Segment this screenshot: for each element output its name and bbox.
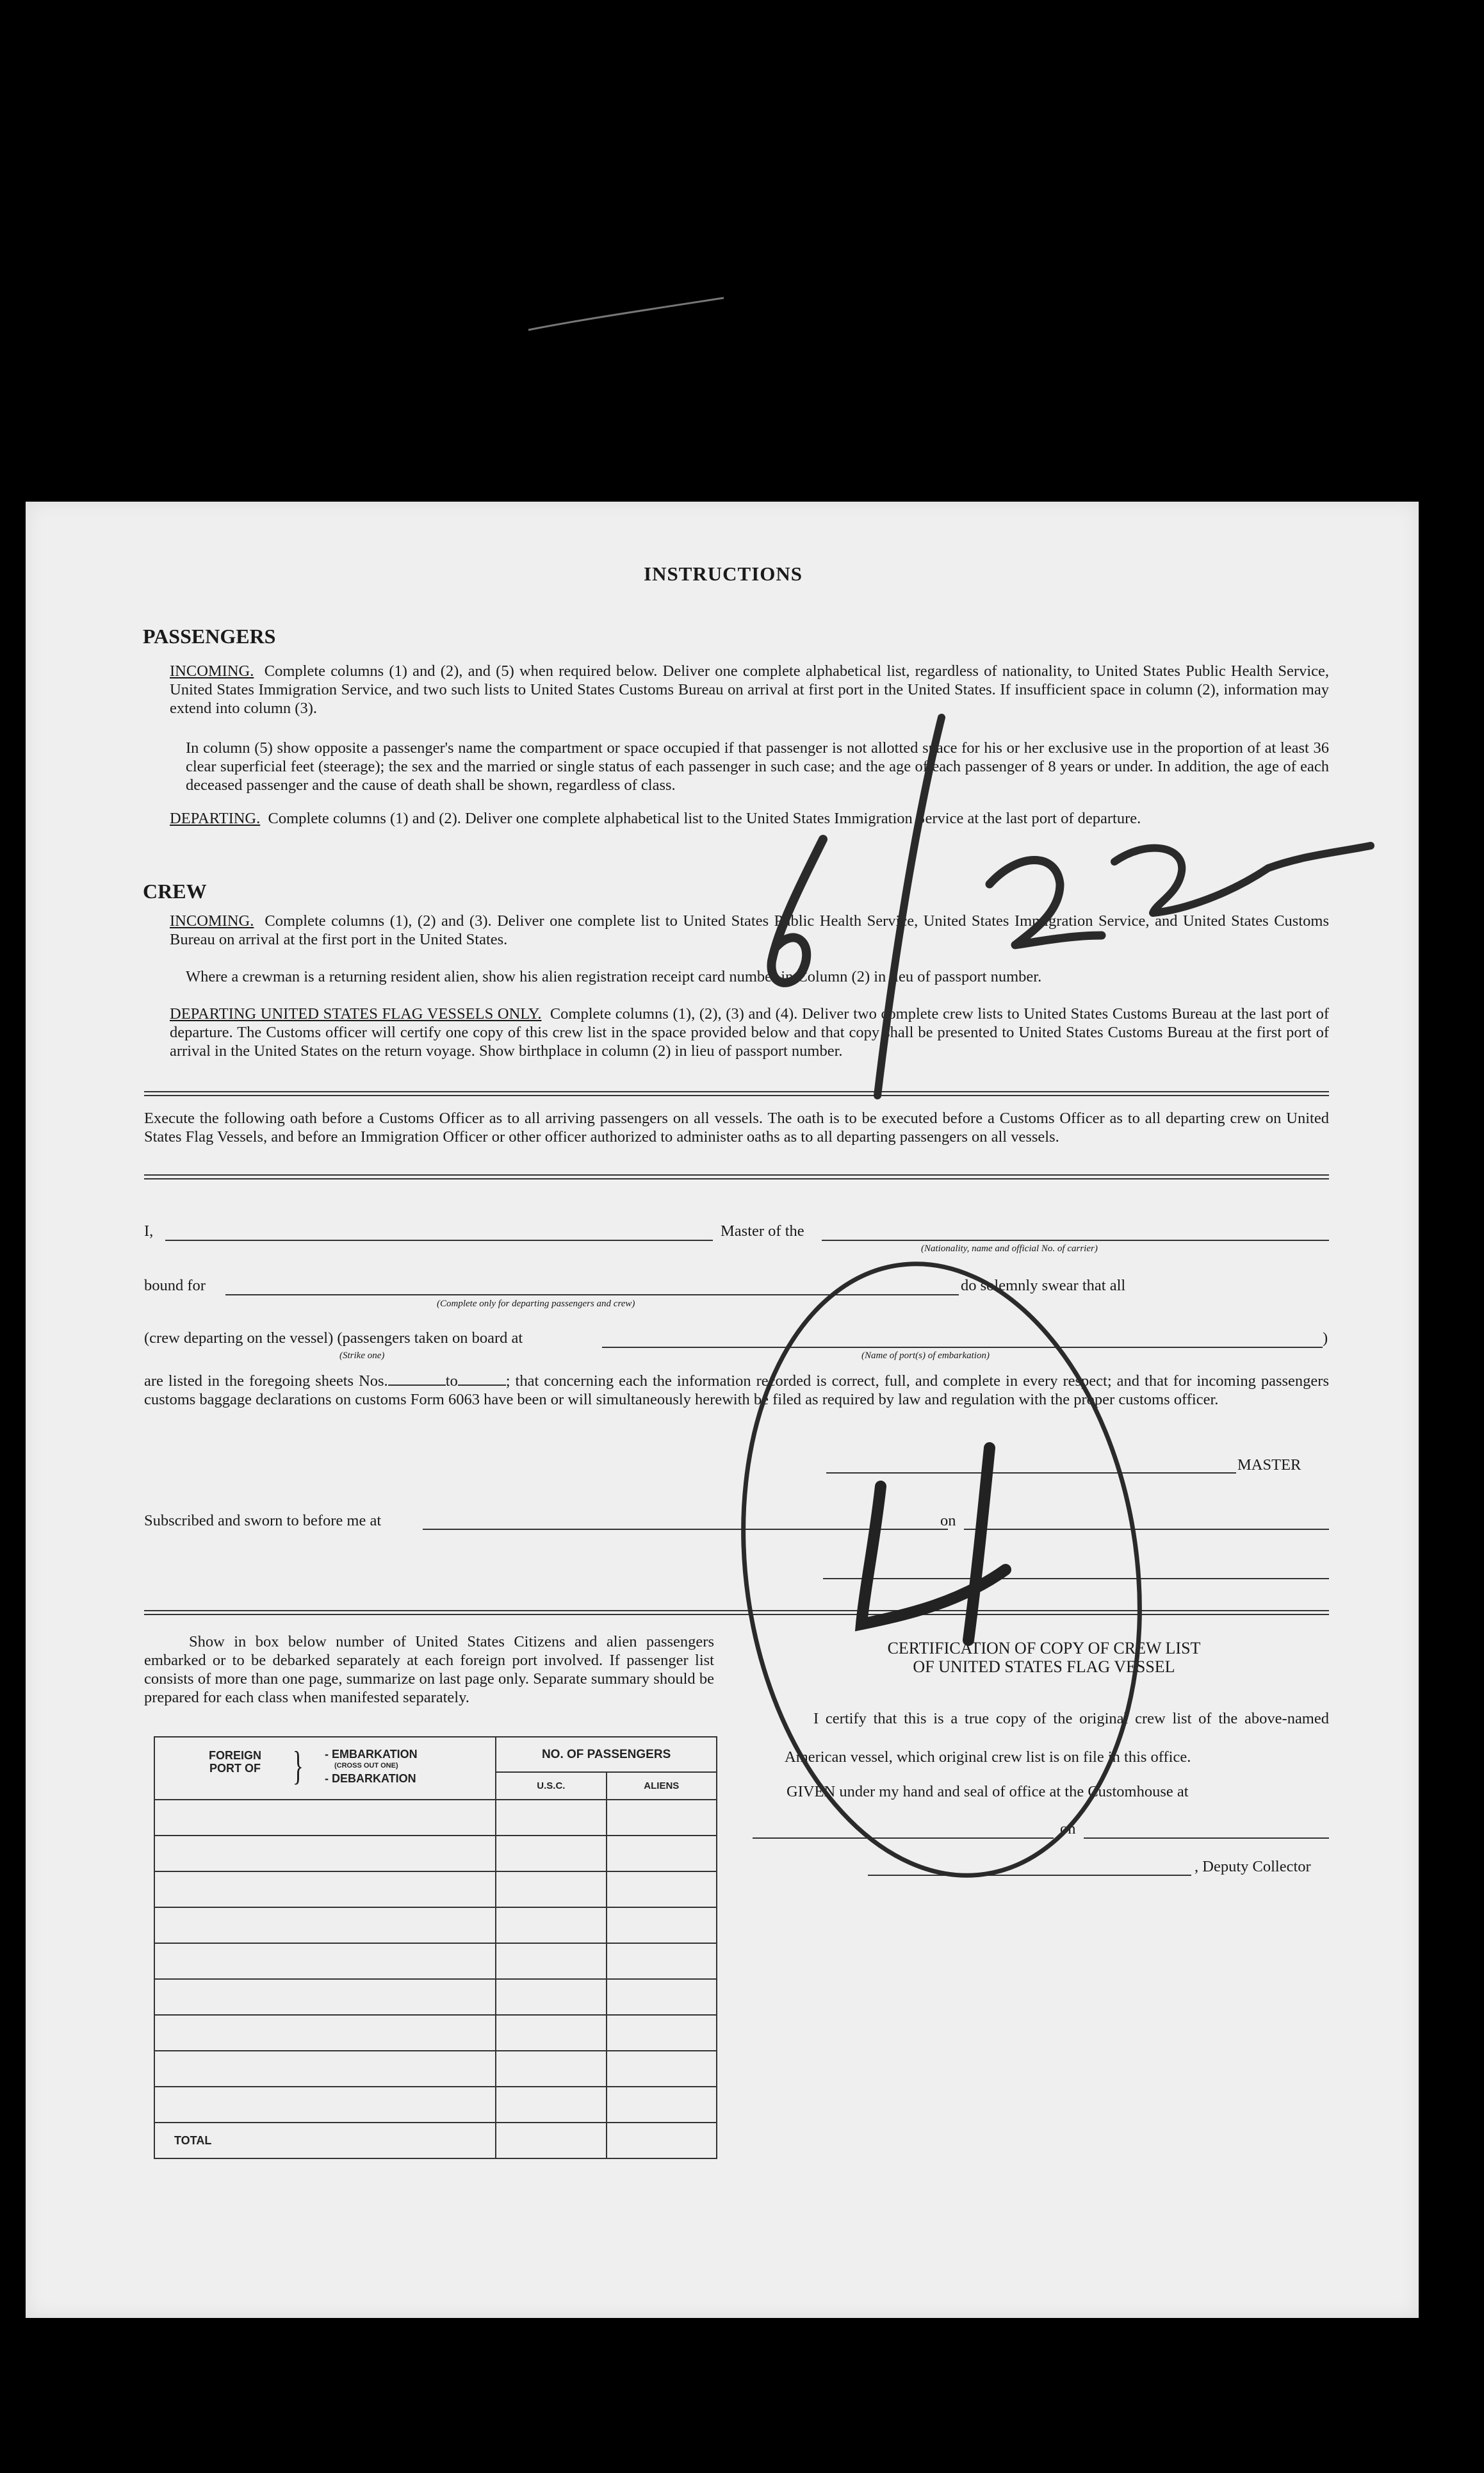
port-header-cell <box>154 1737 496 1800</box>
aliens-cell[interactable] <box>607 1800 717 1836</box>
deputy-collector-label: , Deputy Collector <box>1195 1858 1311 1875</box>
sheets-from-field[interactable] <box>388 1384 446 1386</box>
usc-cell[interactable] <box>496 1836 606 1871</box>
port-cell[interactable] <box>154 1836 496 1871</box>
table-row <box>154 1871 717 1907</box>
aliens-cell[interactable] <box>607 2087 717 2123</box>
deputy-signature-field[interactable] <box>868 1875 1191 1876</box>
aliens-total-cell[interactable] <box>607 2123 717 2158</box>
certification-date-field[interactable] <box>1084 1837 1329 1839</box>
section-divider <box>144 1091 1329 1096</box>
crew-departing-text: Complete columns (1), (2), (3) and (4). Deliver two complete crew lists to United States Customs Bureau at the last port of departure. The Customs officer will certify one copy of this crew list in the space provided below and that copy shall be presented to United States Customs Bureau at the first port of arrival in the United States on the return voyage. Show birthplace in column (2) in lieu of passport number. <box>170 1005 1329 1060</box>
oath-intro-paragraph: Execute the following oath before a Customs Officer as to all arriving passengers on all vessels. The oath is to be executed before a Customs Officer as to all departing crew on United States Flag Vessels, and before an Immigration Officer or other officer authorized to administer oaths as to all departing passengers on all vessels. <box>144 1110 1329 1146</box>
subscribed-date-field[interactable] <box>964 1529 1329 1530</box>
crew-departing-paragraph <box>170 1005 1329 1060</box>
page-title: INSTRUCTIONS <box>644 563 803 585</box>
swear-label: do solemnly swear that all <box>961 1277 1126 1294</box>
sheets-rest-text: ; that concerning each the information recorded is correct, full, and complete in every respect; and that for incoming passengers customs baggage declarations on customs Form 6063 have been or will simultaneously herewith be filed as required by law and regulation with the proper customs officer. <box>144 1372 1329 1408</box>
usc-total-cell[interactable] <box>496 2123 606 2158</box>
foreign-port-header: FOREIGN PORT OF <box>208 1749 261 1775</box>
crew-passengers-label: (crew departing on the vessel) (passengers taken on board at <box>144 1329 523 1347</box>
aliens-cell[interactable] <box>607 1907 717 1943</box>
total-label: TOTAL <box>174 2133 212 2147</box>
passengers-heading: PASSENGERS <box>143 625 276 648</box>
section-divider <box>144 1174 1329 1179</box>
crew-alien-paragraph: Where a crewman is a returning resident alien, show his alien registration receipt card number in Column (2) in lieu of passport number. <box>186 968 1042 985</box>
table-row <box>154 2087 717 2123</box>
debarkation-header: - DEBARKATION <box>325 1772 416 1785</box>
passengers-column5-paragraph: In column (5) show opposite a passenger's name the compartment or space occupied if that passenger is not allotted space for his or her exclusive use in the proportion of at least 36 clear superficial feet (steerage); the sex and the married or single status of each passenger in such case; and the age of each passenger of 8 years or under. In addition, the age of each deceased passenger and the cause of death shall be shown, regardless of class. <box>186 739 1329 794</box>
passengers-incoming-label: INCOMING. <box>170 662 254 680</box>
master-name-field[interactable] <box>165 1240 713 1241</box>
table-row <box>154 1943 717 1979</box>
table-row <box>154 1836 717 1871</box>
port-cell[interactable] <box>154 1979 496 2015</box>
master-of-caption: (Nationality, name and official No. of carrier) <box>921 1244 1098 1254</box>
aliens-cell[interactable] <box>607 1871 717 1907</box>
passengers-incoming-text: Complete columns (1) and (2), and (5) when required below. Deliver one complete alphabetical list, regardless of nationality, to United States Public Health Service, United States Immigration Service, and two such lists to United States Customs Bureau on arrival at first port in the United States. If insufficient space in column (2), information may extend into column (3). <box>170 662 1330 717</box>
passengers-departing-label: DEPARTING. <box>170 810 261 827</box>
passengers-incoming-paragraph <box>170 662 1329 718</box>
oath-i-label: I, <box>144 1222 154 1240</box>
usc-cell[interactable] <box>496 1871 606 1907</box>
usc-cell[interactable] <box>496 2015 606 2051</box>
close-paren: ) <box>1323 1329 1328 1347</box>
master-of-label: Master of the <box>721 1222 804 1240</box>
crew-heading: CREW <box>143 880 207 903</box>
aliens-header: ALIENS <box>644 1780 680 1791</box>
sheets-label: are listed in the foregoing sheets Nos. <box>144 1372 388 1390</box>
bound-for-label: bound for <box>144 1277 206 1294</box>
table-row <box>154 1800 717 1836</box>
table-row <box>154 2015 717 2051</box>
cross-out-note: (CROSS OUT ONE) <box>334 1762 398 1770</box>
certification-title-line1: CERTIFICATION OF COPY OF CREW LIST <box>887 1639 1201 1657</box>
usc-cell[interactable] <box>496 1943 606 1979</box>
total-label-cell <box>154 2123 496 2158</box>
port-cell[interactable] <box>154 1943 496 1979</box>
aliens-header-cell <box>607 1772 717 1800</box>
usc-cell[interactable] <box>496 1907 606 1943</box>
port-cell[interactable] <box>154 2087 496 2123</box>
certification-title <box>756 1639 1332 1676</box>
sheets-paragraph <box>144 1372 1329 1409</box>
brace-glyph: } <box>292 1743 304 1788</box>
aliens-cell[interactable] <box>607 1836 717 1871</box>
section-divider <box>144 1610 1329 1615</box>
officer-signature-field[interactable] <box>823 1578 1329 1579</box>
port-cell[interactable] <box>154 1800 496 1836</box>
aliens-cell[interactable] <box>607 2051 717 2087</box>
subscribed-on-label: on <box>940 1512 956 1529</box>
bound-for-field[interactable] <box>225 1294 959 1295</box>
table-row <box>154 1979 717 2015</box>
table-row <box>154 2051 717 2087</box>
sheets-to-label: to <box>445 1372 458 1390</box>
table-row <box>154 1907 717 1943</box>
port-cell[interactable] <box>154 2015 496 2051</box>
subscribed-label: Subscribed and sworn to before me at <box>144 1512 382 1529</box>
bound-for-caption: (Complete only for departing passengers and crew) <box>437 1299 635 1309</box>
certify-paragraph: I certify that this is a true copy of the original crew list of the above-named American vessel, which original crew list is on file in this office. <box>785 1710 1329 1766</box>
aliens-cell[interactable] <box>607 1943 717 1979</box>
crew-incoming-paragraph <box>170 912 1329 949</box>
port-cell[interactable] <box>154 2051 496 2087</box>
summary-instructions: Show in box below number of United States Citizens and alien passengers embarked or to be debarked separately at each foreign port involved. If passenger list consists of more than one page, summarize on last page only. Separate summary should be prepared for each class when manifested separately. <box>144 1633 714 1706</box>
certification-title-line2: OF UNITED STATES FLAG VESSEL <box>913 1657 1175 1676</box>
passenger-count-header-cell <box>496 1737 717 1772</box>
embarkation-port-field[interactable] <box>602 1347 1323 1348</box>
usc-header-cell <box>496 1772 606 1800</box>
usc-cell[interactable] <box>496 2087 606 2123</box>
usc-cell[interactable] <box>496 1800 606 1836</box>
usc-cell[interactable] <box>496 1979 606 2015</box>
passengers-departing-paragraph <box>170 809 1329 828</box>
strike-one-caption: (Strike one) <box>339 1351 385 1361</box>
vessel-name-field[interactable] <box>822 1240 1329 1241</box>
document-page <box>26 502 1419 2318</box>
aliens-cell[interactable] <box>607 2015 717 2051</box>
master-signature-field[interactable] <box>826 1472 1236 1474</box>
port-cell[interactable] <box>154 1871 496 1907</box>
usc-cell[interactable] <box>496 2051 606 2087</box>
embarkation-header: - EMBARKATION <box>325 1748 418 1761</box>
passenger-summary-table <box>154 1736 717 2159</box>
customhouse-place-field[interactable] <box>753 1837 1054 1839</box>
embarkation-port-caption: (Name of port(s) of embarkation) <box>861 1351 990 1361</box>
subscribed-place-field[interactable] <box>423 1529 948 1530</box>
sheets-to-field[interactable] <box>458 1384 506 1386</box>
total-row <box>154 2123 717 2158</box>
crew-incoming-label: INCOMING. <box>170 912 254 930</box>
usc-header: U.S.C. <box>537 1780 566 1791</box>
port-cell[interactable] <box>154 1907 496 1943</box>
passengers-departing-text: Complete columns (1) and (2). Deliver one complete alphabetical list to the United States Immigration Service at the last port of departure. <box>268 810 1141 827</box>
film-scratch-mark <box>525 292 730 336</box>
certification-on-label: on <box>1060 1820 1076 1837</box>
crew-departing-label: DEPARTING UNITED STATES FLAG VESSELS ONLY. <box>170 1005 542 1023</box>
master-signature-label: MASTER <box>1237 1456 1301 1474</box>
no-of-passengers-header: NO. OF PASSENGERS <box>541 1747 671 1761</box>
crew-incoming-text: Complete columns (1), (2) and (3). Deliver one complete list to United States Public Health Service, United States Immigration Service, and United States Customs Bureau on arrival at the first port in the United States. <box>170 912 1329 948</box>
aliens-cell[interactable] <box>607 1979 717 2015</box>
given-label: GIVEN under my hand and seal of office at the Customhouse at <box>787 1783 1189 1800</box>
